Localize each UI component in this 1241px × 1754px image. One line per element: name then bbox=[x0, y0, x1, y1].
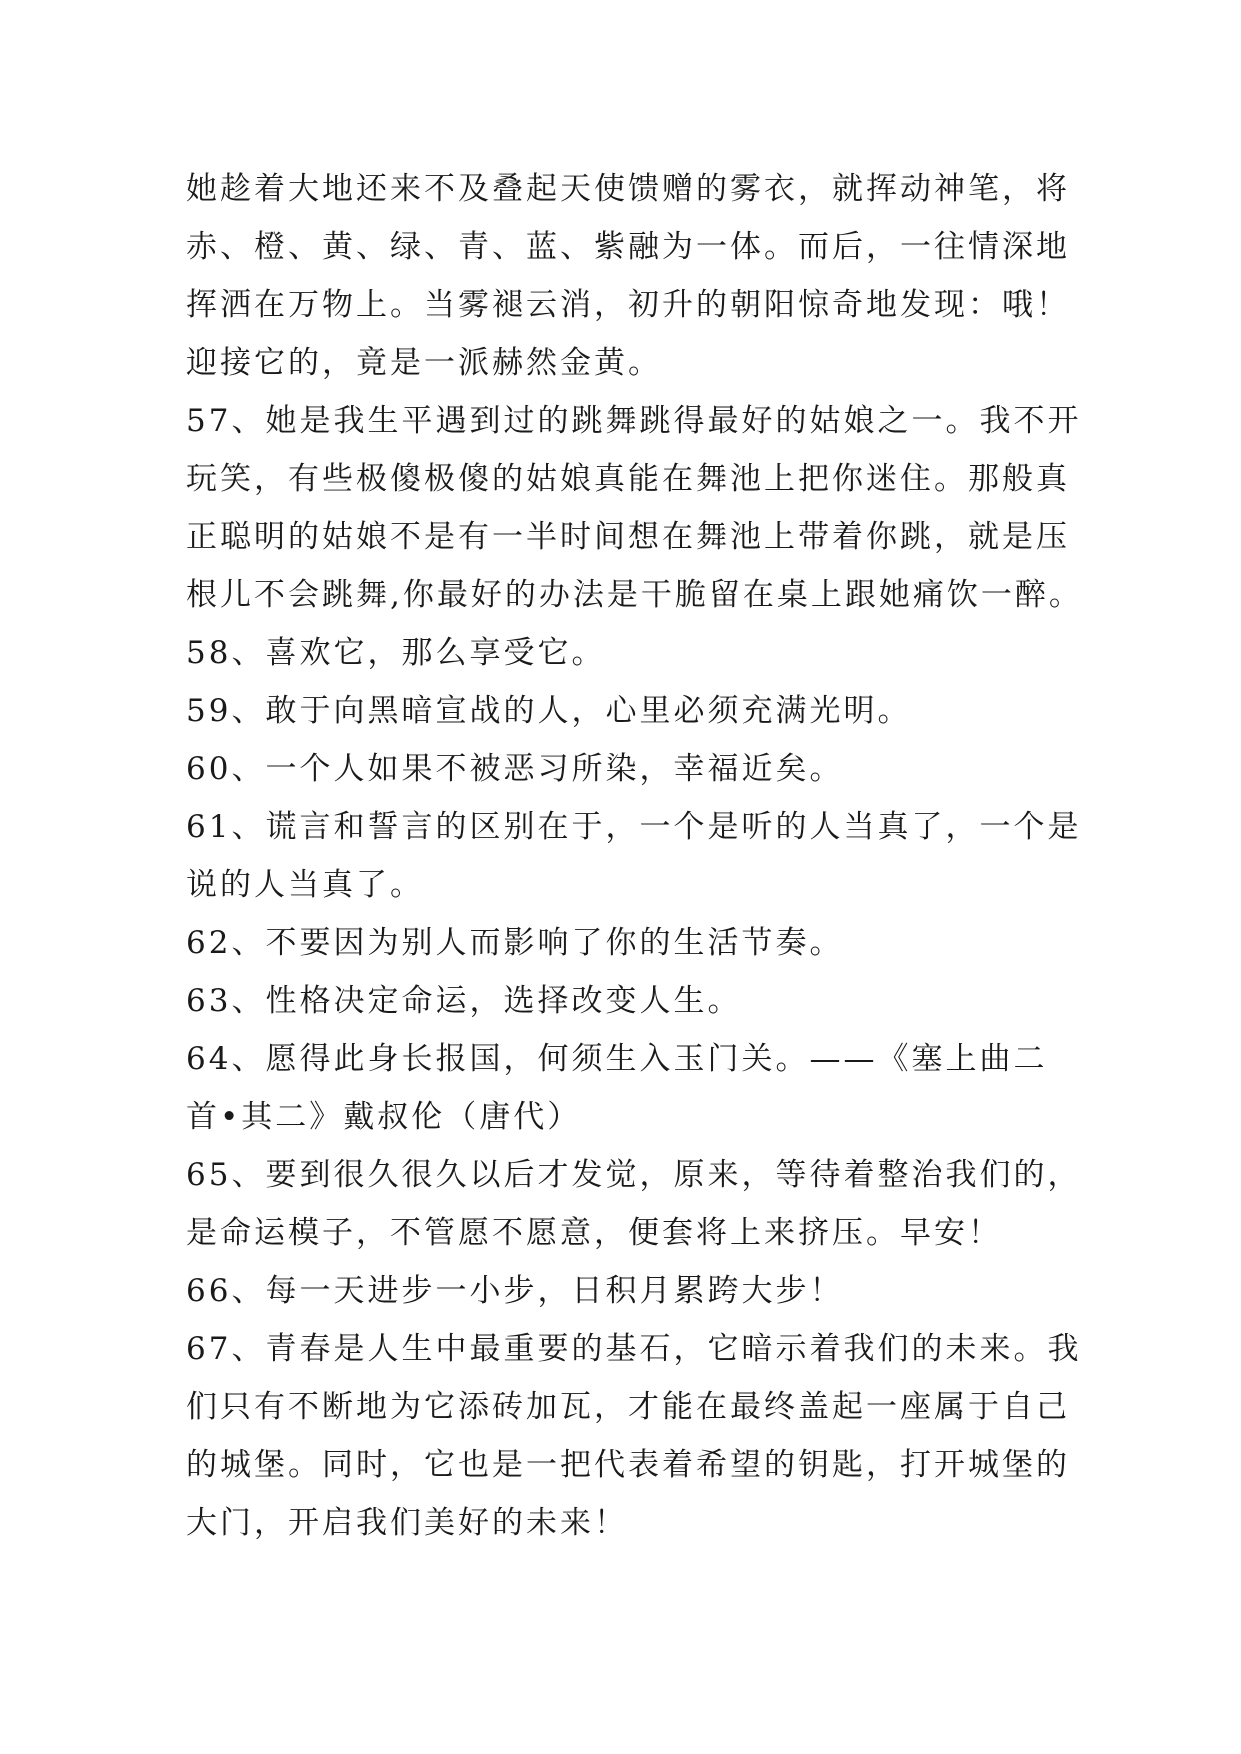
text-line: 迎接它的，竟是一派赫然金黄。 bbox=[186, 345, 662, 381]
text-line: 64、愿得此身长报国，何须生入玉门关。——《塞上曲二 bbox=[186, 1041, 1048, 1077]
text-line: 赤、橙、黄、绿、青、蓝、紫融为一体。而后，一往情深地 bbox=[186, 229, 1070, 265]
text-line: 挥洒在万物上。当雾褪云消，初升的朝阳惊奇地发现：哦！ bbox=[186, 287, 1070, 323]
text-line: 61、谎言和誓言的区别在于，一个是听的人当真了，一个是 bbox=[186, 809, 1082, 845]
text-line: 玩笑，有些极傻极傻的姑娘真能在舞池上把你迷住。那般真 bbox=[186, 461, 1070, 497]
document-body bbox=[186, 160, 1083, 1552]
text-line: 正聪明的姑娘不是有一半时间想在舞池上带着你跳，就是压 bbox=[186, 519, 1070, 555]
text-line: 66、每一天进步一小步，日积月累跨大步！ bbox=[186, 1273, 844, 1309]
text-line: 根儿不会跳舞,你最好的办法是干脆留在桌上跟她痛饮一醉。 bbox=[186, 577, 1083, 613]
text-line: 62、不要因为别人而影响了你的生活节奏。 bbox=[186, 925, 844, 961]
text-line: 65、要到很久很久以后才发觉，原来，等待着整治我们的， bbox=[186, 1157, 1082, 1193]
text-line: 们只有不断地为它添砖加瓦，才能在最终盖起一座属于自己 bbox=[186, 1389, 1070, 1425]
text-line: 首•其二》戴叔伦（唐代） bbox=[186, 1099, 582, 1135]
text-line: 57、她是我生平遇到过的跳舞跳得最好的姑娘之一。我不开 bbox=[186, 403, 1082, 439]
text-line: 63、性格决定命运，选择改变人生。 bbox=[186, 983, 742, 1019]
text-line: 67、青春是人生中最重要的基石，它暗示着我们的未来。我 bbox=[186, 1331, 1082, 1367]
text-line: 大门，开启我们美好的未来！ bbox=[186, 1505, 628, 1541]
text-line: 58、喜欢它，那么享受它。 bbox=[186, 635, 606, 671]
text-line: 是命运模子，不管愿不愿意，便套将上来挤压。早安！ bbox=[186, 1215, 1002, 1251]
text-line: 的城堡。同时，它也是一把代表着希望的钥匙，打开城堡的 bbox=[186, 1447, 1070, 1483]
text-line: 说的人当真了。 bbox=[186, 867, 424, 903]
text-line: 她趁着大地还来不及叠起天使馈赠的雾衣，就挥动神笔，将 bbox=[186, 171, 1070, 207]
text-line: 59、敢于向黑暗宣战的人，心里必须充满光明。 bbox=[186, 693, 912, 729]
text-line: 60、一个人如果不被恶习所染，幸福近矣。 bbox=[186, 751, 844, 787]
